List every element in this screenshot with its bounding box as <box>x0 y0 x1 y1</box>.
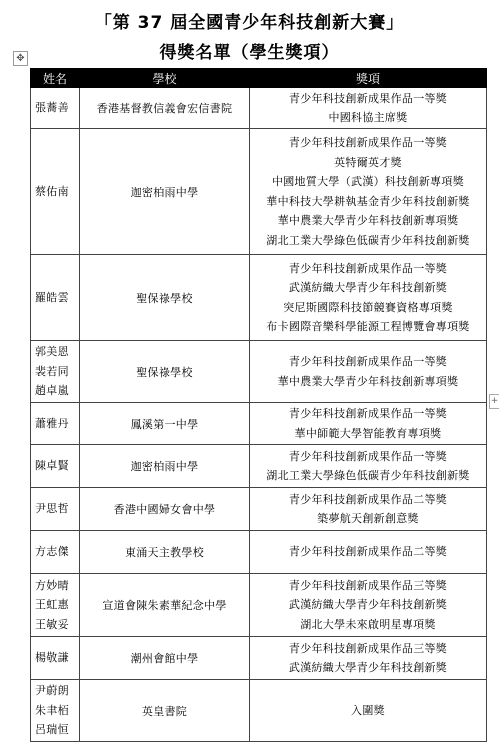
award-item: 入圍獎 <box>351 703 385 717</box>
school-name: 宣道會陳朱素華紀念中學 <box>102 599 227 612</box>
award-cell <box>250 341 487 403</box>
school-name: 聖保祿學校 <box>136 365 193 379</box>
table-row <box>31 341 487 403</box>
award-item: 中國地質大學（武漢）科技創新專項獎 <box>271 175 465 188</box>
award-item: 武漢紡織大學青少年科技創新獎 <box>288 661 448 674</box>
school-cell <box>80 680 250 742</box>
award-item: 築夢航天創新創意獎 <box>317 512 419 525</box>
school-cell <box>80 574 250 637</box>
header-name: 姓名 <box>31 69 80 88</box>
school-name: 聖保祿學校 <box>136 291 193 305</box>
document-subtitle: 得獎名單（學生獎項） <box>159 43 340 63</box>
student-name-cell <box>31 680 80 742</box>
school-name: 鳳溪第一中學 <box>130 417 199 431</box>
student-name: 方志傑 <box>35 545 69 559</box>
school-name: 香港中國婦女會中學 <box>113 503 216 516</box>
table-row <box>31 531 487 574</box>
student-name: 蔡佑南 <box>35 184 69 198</box>
award-cell <box>250 488 487 531</box>
header-school: 學校 <box>80 69 250 88</box>
student-name-cell <box>31 574 80 637</box>
award-cell <box>250 88 487 129</box>
award-cell <box>250 574 487 637</box>
student-name-cell <box>31 255 80 341</box>
add-column-icon[interactable]: + <box>489 394 499 409</box>
student-name-cell <box>31 341 80 403</box>
student-name: 羅皓雲 <box>35 290 69 304</box>
student-name-cell <box>31 88 80 129</box>
award-item: 青少年科技創新成果作品一等獎 <box>288 136 448 149</box>
award-cell <box>250 445 487 488</box>
award-item: 華中農業大學青少年科技創新專項獎 <box>277 374 459 388</box>
table-row <box>31 445 487 488</box>
student-name-cell <box>31 403 80 445</box>
school-name: 迦密柏雨中學 <box>130 460 199 473</box>
school-cell <box>80 531 250 574</box>
award-item: 湖北工業大學綠色低碳青少年科技創新獎 <box>266 469 470 482</box>
award-item: 青少年科技創新成果作品三等獎 <box>288 578 448 592</box>
award-item: 英特爾英才獎 <box>334 155 402 169</box>
table-row <box>31 88 487 129</box>
award-item: 華中師範大學智能教育專項獎 <box>294 426 442 440</box>
student-name: 王敏妥 <box>35 617 69 631</box>
student-name: 張蕎善 <box>35 101 69 115</box>
student-name: 裴若同 <box>35 364 69 378</box>
award-item: 青少年科技創新成果作品一等獎 <box>288 91 448 105</box>
school-cell <box>80 403 250 445</box>
school-cell <box>80 255 250 341</box>
student-name: 朱聿栢 <box>35 703 69 717</box>
school-name: 英皇書院 <box>141 704 188 718</box>
header-award: 獎項 <box>250 69 487 88</box>
award-item: 湖北工業大學綠色低碳青少年科技創新獎 <box>266 233 470 247</box>
table-row <box>31 403 487 445</box>
award-cell <box>250 255 487 341</box>
student-name: 方妙晴 <box>35 578 69 592</box>
student-name-cell <box>31 531 80 574</box>
school-cell <box>80 637 250 680</box>
student-name: 陳卓賢 <box>35 459 69 473</box>
award-item: 青少年科技創新成果作品二等獎 <box>288 545 448 559</box>
award-item: 青少年科技創新成果作品三等獎 <box>288 641 448 655</box>
table-header-row <box>31 69 487 88</box>
student-name: 尹蔚朗 <box>35 684 69 698</box>
document-title: 「第 37 屆全國青少年科技創新大賽」 <box>94 13 405 33</box>
award-item: 武漢紡織大學青少年科技創新獎 <box>288 598 448 612</box>
award-item: 華中科技大學耕執基金青少年科技創新獎 <box>266 194 470 208</box>
award-item: 中國科協主席獎 <box>328 111 408 124</box>
school-cell <box>80 445 250 488</box>
school-cell <box>80 88 250 129</box>
student-name: 趙卓嵐 <box>35 384 69 398</box>
award-table <box>30 68 487 742</box>
award-cell <box>250 680 487 742</box>
student-name-cell <box>31 488 80 531</box>
table-move-handle-icon[interactable]: ✥ <box>13 51 28 66</box>
school-cell <box>80 129 250 255</box>
table-row <box>31 488 487 531</box>
student-name: 郭美恩 <box>35 345 69 359</box>
student-name-cell <box>31 637 80 680</box>
student-name-cell <box>31 445 80 488</box>
award-item: 青少年科技創新成果作品一等獎 <box>288 407 448 420</box>
student-name: 蕭雅丹 <box>35 416 69 430</box>
table-row <box>31 574 487 637</box>
student-name: 楊敬謙 <box>35 651 69 665</box>
award-item: 華中農業大學青少年科技創新專項獎 <box>277 214 459 227</box>
student-name: 尹思哲 <box>35 502 69 516</box>
award-cell <box>250 403 487 445</box>
award-item: 湖北大學未來啟明星專項獎 <box>300 617 436 631</box>
table-row <box>31 637 487 680</box>
school-cell <box>80 341 250 403</box>
table-row <box>31 129 487 255</box>
award-cell <box>250 531 487 574</box>
award-item: 青少年科技創新成果作品一等獎 <box>288 355 448 368</box>
table-row <box>31 680 487 742</box>
award-item: 武漢紡織大學青少年科技創新獎 <box>288 281 448 294</box>
award-item: 布卡國際音樂科學能源工程博覽會專項獎 <box>266 320 470 333</box>
student-name: 呂瑞恒 <box>35 723 69 737</box>
table-row <box>31 255 487 341</box>
school-name: 東涌天主教學校 <box>124 546 205 559</box>
award-item: 青少年科技創新成果作品一等獎 <box>288 261 448 275</box>
award-item: 突尼斯國際科技節競賽資格專項獎 <box>283 300 453 314</box>
award-item: 青少年科技創新成果作品一等獎 <box>288 449 448 463</box>
school-cell <box>80 488 250 531</box>
student-name: 王虹惠 <box>35 598 69 612</box>
school-name: 潮州會館中學 <box>130 652 199 665</box>
award-cell <box>250 637 487 680</box>
school-name: 迦密柏雨中學 <box>130 185 199 199</box>
award-item: 青少年科技創新成果作品二等獎 <box>288 492 448 506</box>
school-name: 香港基督教信義會宏信書院 <box>96 102 233 115</box>
student-name-cell <box>31 129 80 255</box>
award-cell <box>250 129 487 255</box>
